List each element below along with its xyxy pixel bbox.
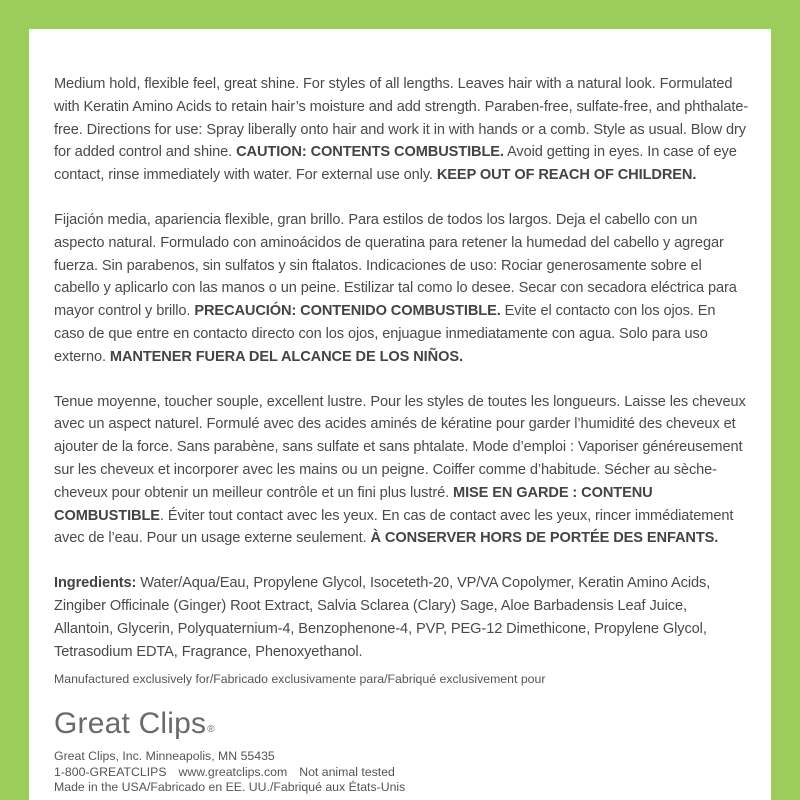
ingredients-list: Water/Aqua/Eau, Propylene Glycol, Isoceteth-20, VP/VA Copolymer, Keratin Amino Acids, Zingiber Officinale (Ginger) Root Extract, Salvia Sclarea (Clary) Sage, Aloe Barbadensis Leaf Juice, Allantoin, Glycerin, Polyquaternium-4, Benzophenone-4, PVP, PEG-12 Dimethicone, Propylene Glycol, Tetrasodium EDTA, Fragrance, Phenoxyethanol. [54, 575, 711, 660]
ingredients-label: Ingredients: [54, 575, 137, 592]
great-clips-logo [54, 707, 749, 741]
spanish-keep-out: MANTENER FUERA DEL ALCANCE DE LOS NIÑOS. [109, 348, 463, 365]
spanish-text-2: Evite el contacto con los ojos. En caso de que entre en contacto directo con los ojos, enjuague inmediatamente con agua. Solo para uso externo. [54, 303, 716, 365]
label-content [54, 73, 749, 796]
spanish-paragraph [54, 209, 749, 369]
manufactured-for: Manufactured exclusively for/Fabricado exclusivamente para/Fabriqué exclusivement pour [54, 672, 546, 687]
phone-number: 1-800-GREATCLIPS [54, 764, 167, 779]
french-keep-out: À CONSERVER HORS DE PORTÉE DES ENFANTS. [370, 530, 719, 547]
label-panel [29, 29, 771, 800]
english-text-1: Medium hold, flexible feel, great shine. For styles of all lengths. Leaves hair with a natural look. Formulated with Keratin Amino Acids to retain hair’s moisture and add strength. Paraben-free, sulfate-free, and phthalate-free. Directions for use: Spray liberally onto hair and work it in with hands or a comb. Style as usual. Blow dry for added control and shine. [54, 76, 749, 161]
french-text-2: . Éviter tout contact avec les yeux. En cas de contact avec les yeux, rincer immédiatement avec de l’eau. Pour un usage externe seulement. [54, 507, 734, 547]
contact-line [54, 765, 749, 781]
english-paragraph [54, 73, 749, 187]
registered-mark: ® [207, 724, 215, 736]
address-block [54, 749, 749, 796]
english-caution: CAUTION: CONTENTS COMBUSTIBLE. [236, 144, 504, 161]
english-keep-out: KEEP OUT OF REACH OF CHILDREN. [436, 167, 697, 184]
made-in-line: Made in the USA/Fabricado en EE. UU./Fabriqué aux États-Unis [54, 780, 406, 795]
spanish-caution: PRECAUCIÓN: CONTENIDO COMBUSTIBLE. [194, 303, 501, 320]
animal-testing-note: Not animal tested [299, 764, 395, 779]
english-text-2: Avoid getting in eyes. In case of eye contact, rinse immediately with water. For external use only. [54, 144, 737, 184]
website: www.greatclips.com [178, 764, 288, 779]
ingredients-paragraph [54, 572, 749, 663]
french-caution: MISE EN GARDE : CONTENU COMBUSTIBLE [54, 484, 653, 524]
french-text-1: Tenue moyenne, toucher souple, excellent lustre. Pour les styles de toutes les longueurs. Laisse les cheveux avec un aspect naturel. Formulé avec des acides aminés de kératine pour garder l’humidité des cheveux et ajouter de la force. Sans parabène, sans sulfate et sans phtalate. Mode d’emploi : Vaporiser généreusement sur les cheveux et incorporer avec les mains ou un peigne. Coiffer comme d’habitude. Sécher au sèche-cheveux pour obtenir un meilleur contrôle et un fini plus lustré. [54, 393, 746, 501]
logo-text: Great Clips [54, 707, 207, 741]
spanish-text-1: Fijación media, apariencia flexible, gran brillo. Para estilos de todos los largos. Deja el cabello con un aspecto natural. Formulado con aminoácidos de queratina para retener la humedad del cabello y agregar fuerza. Sin parabenos, sin sulfatos y sin ftalatos. Indicaciones de uso: Rociar generosamente sobre el cabello y aplicarlo con las manos o un peine. Estilizar tal como lo desee. Secar con secadora eléctrica para mayor control y brillo. [54, 211, 737, 320]
address-line: Great Clips, Inc. Minneapolis, MN 55435 [54, 749, 275, 764]
french-paragraph [54, 391, 749, 551]
